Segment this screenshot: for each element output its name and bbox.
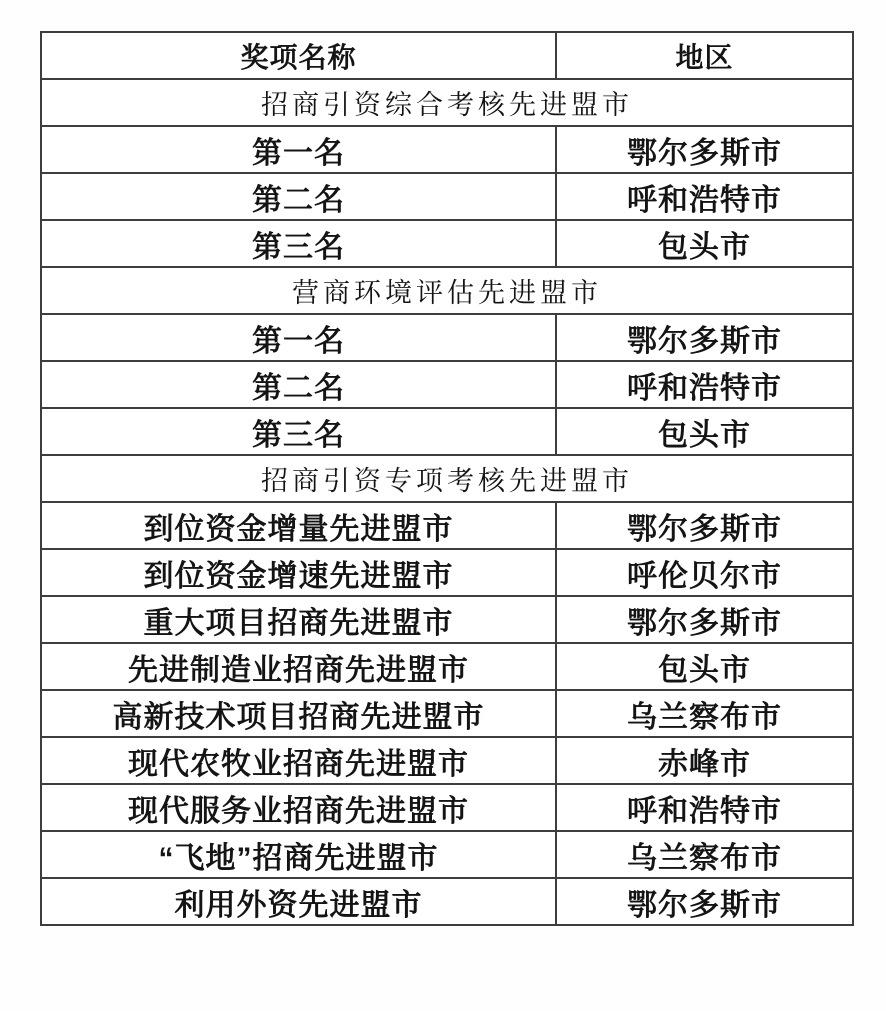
table-row [41, 361, 853, 408]
section-header-row [41, 455, 853, 502]
section-header-row [41, 79, 853, 126]
section-title: 招商引资专项考核先进盟市 [41, 455, 853, 502]
awards-table [40, 31, 854, 926]
section-title: 招商引资综合考核先进盟市 [41, 79, 853, 126]
header-award-name: 奖项名称 [41, 32, 556, 79]
table-row [41, 643, 853, 690]
region-cell: 包头市 [556, 643, 853, 690]
region-cell: 鄂尔多斯市 [556, 878, 853, 925]
table-row [41, 737, 853, 784]
award-cell: 利用外资先进盟市 [41, 878, 556, 925]
region-cell: 呼和浩特市 [556, 784, 853, 831]
section-title: 营商环境评估先进盟市 [41, 267, 853, 314]
region-cell: 赤峰市 [556, 737, 853, 784]
table-row [41, 784, 853, 831]
table-row [41, 596, 853, 643]
region-cell: 鄂尔多斯市 [556, 502, 853, 549]
region-cell: 包头市 [556, 220, 853, 267]
award-cell: “飞地”招商先进盟市 [41, 831, 556, 878]
header-region: 地区 [556, 32, 853, 79]
table-row [41, 173, 853, 220]
award-cell: 高新技术项目招商先进盟市 [41, 690, 556, 737]
table-row [41, 126, 853, 173]
award-cell: 先进制造业招商先进盟市 [41, 643, 556, 690]
region-cell: 鄂尔多斯市 [556, 126, 853, 173]
region-cell: 乌兰察布市 [556, 690, 853, 737]
region-cell: 乌兰察布市 [556, 831, 853, 878]
table-row [41, 831, 853, 878]
region-cell: 鄂尔多斯市 [556, 314, 853, 361]
table-row [41, 502, 853, 549]
award-cell: 第二名 [41, 173, 556, 220]
region-cell: 呼和浩特市 [556, 361, 853, 408]
table-row [41, 220, 853, 267]
table-row [41, 314, 853, 361]
award-cell: 到位资金增量先进盟市 [41, 502, 556, 549]
table-row [41, 549, 853, 596]
section-header-row [41, 267, 853, 314]
table-row [41, 690, 853, 737]
award-cell: 现代服务业招商先进盟市 [41, 784, 556, 831]
region-cell: 呼和浩特市 [556, 173, 853, 220]
table-row [41, 878, 853, 925]
award-cell: 第三名 [41, 220, 556, 267]
award-cell: 现代农牧业招商先进盟市 [41, 737, 556, 784]
table-row [41, 408, 853, 455]
region-cell: 鄂尔多斯市 [556, 596, 853, 643]
table-header-row [41, 32, 853, 79]
award-cell: 第一名 [41, 126, 556, 173]
region-cell: 包头市 [556, 408, 853, 455]
award-cell: 第一名 [41, 314, 556, 361]
award-cell: 到位资金增速先进盟市 [41, 549, 556, 596]
award-cell: 第三名 [41, 408, 556, 455]
award-cell: 重大项目招商先进盟市 [41, 596, 556, 643]
region-cell: 呼伦贝尔市 [556, 549, 853, 596]
award-cell: 第二名 [41, 361, 556, 408]
